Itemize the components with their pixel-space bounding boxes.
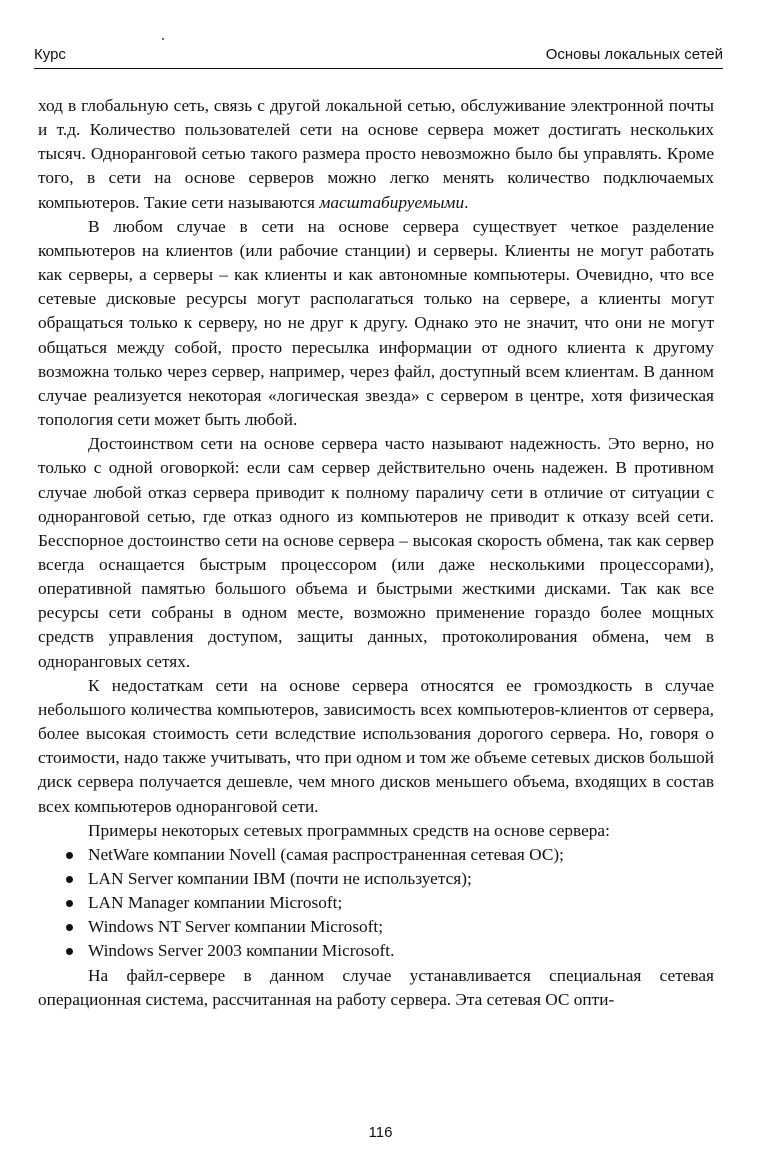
bullet-icon <box>66 876 73 883</box>
running-head <box>34 46 723 68</box>
list-item <box>38 915 714 939</box>
list-item <box>38 843 714 867</box>
list-item-text: Windows NT Server компании Microsoft; <box>88 917 384 937</box>
running-head-course: Курс <box>34 46 66 63</box>
list-item <box>38 891 714 915</box>
list-item-text: LAN Manager компании Microsoft; <box>88 893 343 913</box>
paragraph-1-end: . <box>464 192 469 212</box>
running-head-title: Основы локальных сетей <box>545 46 723 63</box>
paragraph-1 <box>38 94 714 215</box>
list-item-text: NetWare компании Novell (самая распространенная сетевая ОС); <box>88 844 564 864</box>
list-item-text: LAN Server компании IBM (почти не используется); <box>88 869 472 888</box>
paragraph-5: Примеры некоторых сетевых программных средств на основе сервера: <box>88 820 610 840</box>
list-item-text: Windows Server 2003 компании Microsoft. <box>88 941 395 961</box>
paragraph-3: Достоинством сети на основе сервера часто называют надежность. Это верно, но только с одной оговоркой: если сам сервер действительно очень надежен. В противном случае любой отказ сервера приводит к полному параличу сети в отличие от ситуации с одноранговой сетью, где отказ одного из компьютеров не приводит к отказу всей сети. Бесспорное достоинство сети на основе сервера – высокая скорость обмена, так как сервер всегда оснащается быстрым процессором (или даже несколькими процессорами), оперативной памятью большого объема и быстрыми жесткими дисками. Так как все ресурсы сети собраны в одном месте, возможно применение гораздо более мощных средств управления доступом, защиты данных, протоколирования обмена, чем в одноранговых сетях. <box>38 434 714 671</box>
list-item <box>38 867 714 891</box>
server-software-list <box>38 843 714 964</box>
bullet-icon <box>66 852 73 859</box>
page-number: 116 <box>368 1124 393 1141</box>
paragraph-1-text: ход в глобальную сеть, связь с другой локальной сетью, обслуживание электронной почты и т.д. Количество пользователей сети на основе сервера может достигать нескольких тысяч. Одноранговой сетью такого размера просто невозможно было бы управлять. Кроме того, в сети на основе серверов можно легко менять количество подключаемых компьютеров. Такие сети называются <box>38 96 714 212</box>
paragraph-closing: На файл-сервере в данном случае устанавливается специальная сетевая операционная система, рассчитанная на работу сервера. Эта сетевая ОС опти- <box>38 965 714 1009</box>
paragraph-2: В любом случае в сети на основе сервера существует четкое разделение компьютеров на клиентов (или рабочие станции) и серверы. Клиенты не могут работать как серверы, а серверы – как клиенты и как автономные компьютеры. Очевидно, что все сетевые дисковые ресурсы могут располагаться только на сервере, а клиенты могут обращаться только к серверу, но не друг к другу. Однако это не значит, что они не могут общаться между собой, просто пересылка информации от одного клиента к другому возможна только через сервер, например, через файл, доступный всем клиентам. В данном случае реализуется некоторая «логическая звезда» с сервером в центре, хотя физическая топология сети может быть любой. <box>38 216 714 430</box>
scan-speck <box>162 38 164 40</box>
bullet-icon <box>66 948 73 955</box>
paragraph-4: К недостаткам сети на основе сервера относятся ее громоздкость в случае небольшого количества компьютеров, зависимость всех компьютеров-клиентов от сервера, более высокая стоимость сети вследствие использования дорогого сервера. Но, говоря о стоимости, надо также учитывать, что при одном и том же объеме сетевых дисков большой диск сервера получается дешевле, чем много дисков меньшего объема, входящих в состав всех компьютеров одноранговой сети. <box>38 675 714 816</box>
list-item <box>38 939 714 963</box>
bullet-icon <box>66 924 73 931</box>
bullet-icon <box>66 900 73 907</box>
header-rule <box>34 68 723 69</box>
body-text <box>38 94 714 1012</box>
scalable-term: масштабируемыми <box>319 192 465 212</box>
